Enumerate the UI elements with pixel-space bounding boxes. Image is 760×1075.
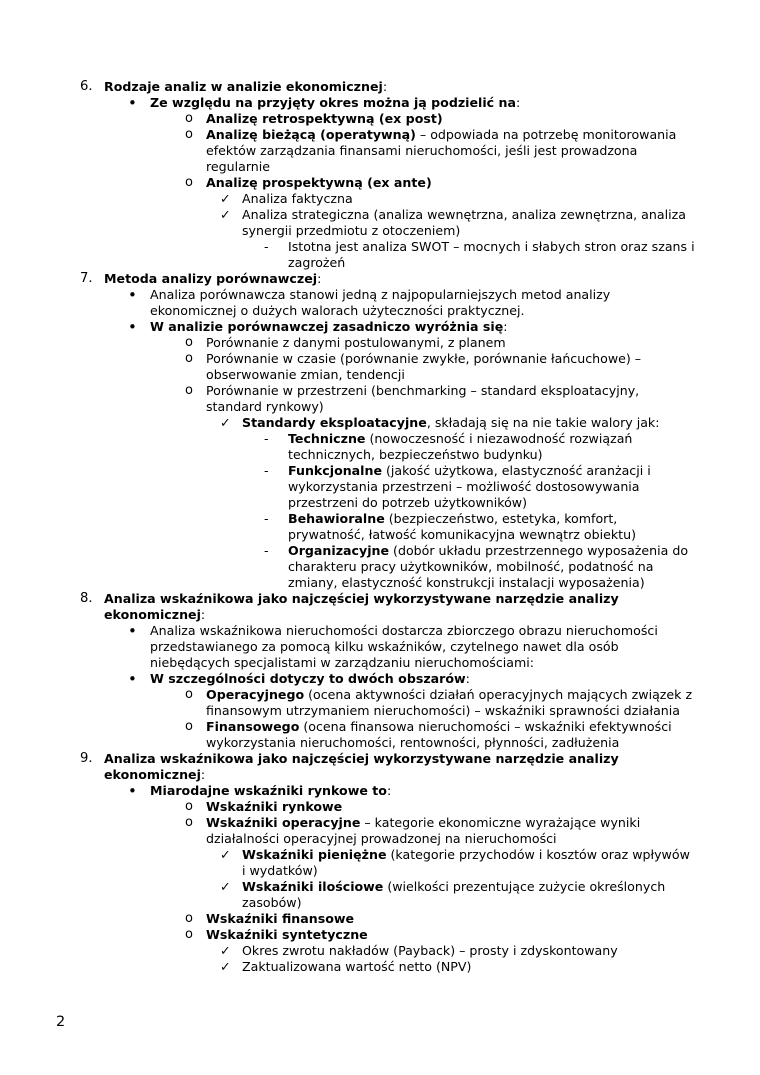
item-text: Porównanie z danymi postulowanymi, z planem [206, 335, 506, 350]
item-bold-text: W szczególności dotyczy to dwóch obszarów [150, 671, 466, 686]
bullet-marker: • [128, 286, 137, 304]
item-text-continuation: wykorzystania nieruchomości, rentowności, płynności, zadłużenia [206, 735, 620, 750]
ring-marker: o [185, 335, 193, 350]
bullet-marker: • [128, 670, 137, 688]
document-body [0, 79, 760, 975]
outline-line [0, 783, 760, 799]
outline-line [0, 671, 760, 687]
check-icon: ✓ [220, 415, 231, 430]
bullet-marker: • [128, 318, 137, 336]
outline-line [0, 959, 760, 975]
outline-line [0, 95, 760, 111]
item-text: (bezpieczeństwo, estetyka, komfort, [384, 511, 618, 526]
bullet-marker: • [128, 94, 137, 112]
bullet-marker: • [128, 622, 137, 640]
section-title: Analiza wskaźnikowa jako najczęściej wykorzystywane narzędzie analizy [104, 751, 619, 766]
item-bold-text: Analizę bieżącą (operatywną) [206, 127, 416, 142]
item-bold-text: Wskaźniki syntetyczne [206, 927, 368, 942]
section-number: 6. [80, 79, 93, 94]
colon: : [317, 271, 322, 286]
item-bold-text: Behawioralne [288, 511, 385, 526]
item-text: Porównanie w czasie (porównanie zwykłe, porównanie łańcuchowe) – [206, 351, 642, 366]
item-text: (kategorie przychodów i kosztów oraz wpływów [386, 847, 690, 862]
outline-line [0, 655, 760, 671]
ring-marker: o [185, 175, 193, 190]
item-text: (wielkości prezentujące zużycie określonych [383, 879, 666, 894]
bullet-marker: • [128, 782, 137, 800]
outline-line [0, 351, 760, 367]
section-number: 9. [80, 751, 93, 766]
outline-line [0, 591, 760, 607]
outline-line [0, 511, 760, 527]
outline-line [0, 111, 760, 127]
outline-line [0, 943, 760, 959]
item-text: Analiza strategiczna (analiza wewnętrzna, analiza zewnętrzna, analiza [242, 207, 686, 222]
item-text: (ocena finansowa nieruchomości – wskaźniki efektywności [299, 719, 672, 734]
outline-line [0, 879, 760, 895]
outline-line [0, 831, 760, 847]
outline-line [0, 623, 760, 639]
item-text-continuation: charakteru pracy użytkowników, mobilność, podatność na [288, 559, 654, 574]
colon: : [515, 95, 521, 110]
item-text: Okres zwrotu nakładów (Payback) – prosty i zdyskontowany [242, 943, 618, 958]
item-bold-text: Funkcjonalne [288, 463, 383, 478]
item-bold-text: W analizie porównawczej zasadniczo wyróżnia się [150, 319, 504, 334]
colon: : [503, 319, 508, 334]
page-number: 2 [56, 1014, 66, 1030]
outline-line [0, 735, 760, 751]
item-text-continuation: synergii przedmiotu z otoczeniem) [242, 223, 461, 238]
outline-line [0, 255, 760, 271]
item-text-continuation: finansowym utrzymaniem nieruchomości) – wskaźniki sprawności działania [206, 703, 680, 718]
item-text-continuation: regularnie [206, 159, 271, 174]
section-number: 8. [80, 591, 93, 606]
outline-line [0, 847, 760, 863]
item-bold-text: Miarodajne wskaźniki rynkowe to [150, 783, 387, 798]
outline-line [0, 447, 760, 463]
item-bold-text: Techniczne [288, 431, 366, 446]
item-text-continuation: prywatność, łatwość komunikacyjna wewnątrz obiektu) [288, 527, 636, 542]
outline-line [0, 415, 760, 431]
outline-line [0, 431, 760, 447]
check-icon: ✓ [220, 879, 231, 894]
outline-line [0, 463, 760, 479]
section-title-continuation: ekonomicznej [104, 767, 201, 782]
item-text-continuation: ekonomicznej o dużych walorach użyteczności praktycznej. [150, 303, 525, 318]
item-text-continuation: wykorzystania przestrzeni – możliwość dostosowywania [288, 479, 640, 494]
section-title: Analiza wskaźnikowa jako najczęściej wykorzystywane narzędzie analizy [104, 591, 619, 606]
item-text-continuation: zmiany, elastyczność konstrukcji instalacji wyposażenia) [288, 575, 645, 590]
item-text-continuation: przedstawianego za pomocą kilku wskaźników, czytelnego nawet dla osób [150, 639, 619, 654]
item-bold-text: Wskaźniki rynkowe [206, 799, 343, 814]
outline-line [0, 527, 760, 543]
item-text: Istotna jest analiza SWOT – mocnych i słabych stron oraz szans i [288, 239, 695, 254]
check-icon: ✓ [220, 207, 231, 222]
outline-line [0, 495, 760, 511]
outline-line [0, 303, 760, 319]
outline-line [0, 367, 760, 383]
ring-marker: o [185, 799, 193, 814]
outline-line [0, 767, 760, 783]
check-icon: ✓ [220, 959, 231, 974]
item-text: Analiza faktyczna [242, 191, 353, 206]
ring-marker: o [185, 927, 193, 942]
outline-line [0, 927, 760, 943]
item-text-continuation: standard rynkowy) [206, 399, 324, 414]
outline-line [0, 559, 760, 575]
ring-marker: o [185, 351, 193, 366]
item-text: (nowoczesność i niezawodność rozwiązań [365, 431, 633, 446]
item-text: Porównanie w przestrzeni (benchmarking – standard eksploatacyjny, [206, 383, 640, 398]
item-text-continuation: przestrzeni do potrzeb użytkowników) [288, 495, 527, 510]
outline-line [0, 607, 760, 623]
ring-marker: o [185, 127, 193, 142]
item-bold-text: Wskaźniki finansowe [206, 911, 355, 926]
ring-marker: o [185, 911, 193, 926]
item-text-continuation: zagrożeń [288, 255, 346, 270]
item-bold-text: Wskaźniki pieniężne [242, 847, 387, 862]
outline-line [0, 383, 760, 399]
item-text: (ocena aktywności działań operacyjnych mających związek z [304, 687, 693, 702]
outline-line [0, 159, 760, 175]
dash-marker: - [264, 239, 269, 254]
ring-marker: o [185, 383, 193, 398]
item-bold-text: Analizę retrospektywną (ex post) [206, 111, 443, 126]
colon: : [200, 607, 206, 622]
dash-marker: - [264, 463, 269, 478]
item-text-continuation: technicznych, bezpieczeństwo budynku) [288, 447, 543, 462]
item-text: Analiza porównawcza stanowi jedną z najpopularniejszych metod analizy [150, 287, 611, 302]
check-icon: ✓ [220, 191, 231, 206]
item-text: – odpowiada na potrzebę monitorowania [415, 127, 677, 142]
item-text-continuation: niebędących specjalistami w zarządzaniu nieruchomościami: [150, 655, 535, 670]
outline-line [0, 175, 760, 191]
outline-line [0, 863, 760, 879]
colon: : [382, 79, 388, 94]
ring-marker: o [185, 687, 193, 702]
outline-line [0, 815, 760, 831]
outline-line [0, 143, 760, 159]
dash-marker: - [264, 511, 269, 526]
outline-line [0, 191, 760, 207]
section-title: Metoda analizy porównawczej [104, 271, 318, 286]
colon: : [386, 783, 392, 798]
outline-line [0, 127, 760, 143]
check-icon: ✓ [220, 847, 231, 862]
section-number: 7. [80, 271, 93, 286]
outline-line [0, 239, 760, 255]
item-text: (jakość użytkowa, elastyczność aranżacji i [382, 463, 651, 478]
outline-line [0, 751, 760, 767]
item-text: , składają się na nie takie walory jak: [426, 415, 660, 430]
colon: : [200, 767, 206, 782]
item-bold-text: Ze względu na przyjęty okres można ją podzielić na [150, 95, 516, 110]
outline-line [0, 287, 760, 303]
outline-line [0, 223, 760, 239]
outline-line [0, 703, 760, 719]
item-bold-text: Analizę prospektywną (ex ante) [206, 175, 432, 190]
section-title-continuation: ekonomicznej [104, 607, 201, 622]
outline-line [0, 479, 760, 495]
outline-line [0, 639, 760, 655]
item-bold-text: Wskaźniki ilościowe [242, 879, 384, 894]
item-text-continuation: efektów zarządzania finansami nieruchomości, jeśli jest prowadzona [206, 143, 638, 158]
outline-line [0, 719, 760, 735]
item-text-continuation: obserwowanie zmian, tendencji [206, 367, 405, 382]
item-text: – kategorie ekonomiczne wyrażające wyniki [360, 815, 641, 830]
item-bold-text: Standardy eksploatacyjne [242, 415, 427, 430]
item-bold-text: Organizacyjne [288, 543, 390, 558]
outline-line [0, 207, 760, 223]
outline-line [0, 895, 760, 911]
item-bold-text: Wskaźniki operacyjne [206, 815, 361, 830]
ring-marker: o [185, 111, 193, 126]
item-text: Analiza wskaźnikowa nieruchomości dostarcza zbiorczego obrazu nieruchomości [150, 623, 658, 638]
item-text-continuation: zasobów) [242, 895, 302, 910]
outline-line [0, 399, 760, 415]
outline-line [0, 687, 760, 703]
dash-marker: - [264, 543, 269, 558]
outline-line [0, 575, 760, 591]
item-bold-text: Finansowego [206, 719, 300, 734]
section-title: Rodzaje analiz w analizie ekonomicznej [104, 79, 383, 94]
item-bold-text: Operacyjnego [206, 687, 305, 702]
item-text: (dobór układu przestrzennego wyposażenia do [389, 543, 689, 558]
outline-line [0, 799, 760, 815]
outline-line [0, 543, 760, 559]
item-text-continuation: działalności operacyjnej prowadzonej na nieruchomości [206, 831, 557, 846]
item-text: Zaktualizowana wartość netto (NPV) [242, 959, 472, 974]
check-icon: ✓ [220, 943, 231, 958]
outline-line [0, 911, 760, 927]
outline-line [0, 335, 760, 351]
dash-marker: - [264, 431, 269, 446]
ring-marker: o [185, 815, 193, 830]
outline-line [0, 79, 760, 95]
outline-line [0, 319, 760, 335]
ring-marker: o [185, 719, 193, 734]
item-text-continuation: i wydatków) [242, 863, 318, 878]
outline-line [0, 271, 760, 287]
colon: : [465, 671, 470, 686]
